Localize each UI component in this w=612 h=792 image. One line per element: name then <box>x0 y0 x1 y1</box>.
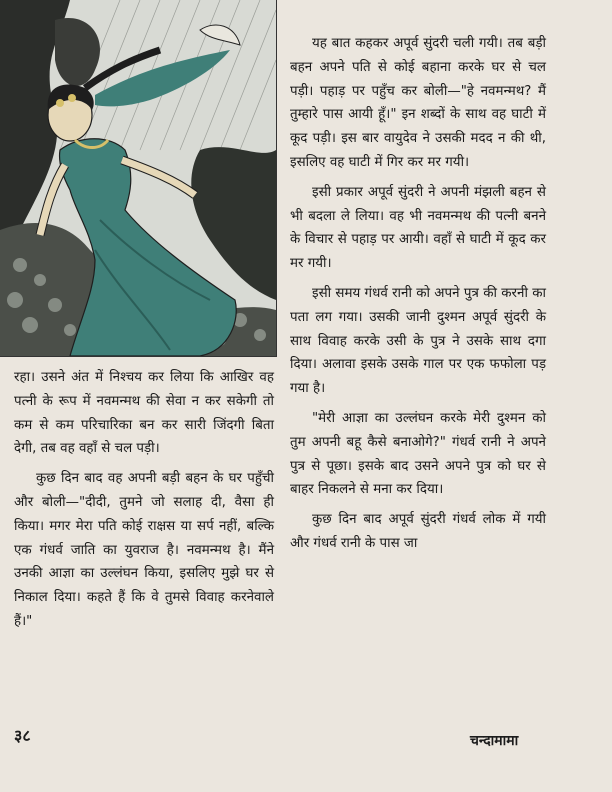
woman-leaping-cliff-illustration <box>0 0 276 356</box>
left-paragraph-1: रहा। उसने अंत में निश्चय कर लिया कि आखिर वह पत्नी के रूप में नवमन्मथ की सेवा न कर सकेगी तो कम से कम परिचारिका बन कर सारी जिंदगी बिता देगी, तब वह वहाँ से चल पड़ी। <box>14 370 274 457</box>
left-paragraph-2: कुछ दिन बाद वह अपनी बड़ी बहन के घर पहुँची और बोली—"दीदी, तुमने जो सलाह दी, वैसा ही किया। मगर मेरा पति कोई राक्षस या सर्प नहीं, बल्कि एक गंधर्व जाति का युवराज है। नवमन्मथ है। मैंने उनकी आज्ञा का उल्लंघन किया, इसलिए मुझे घर से निकाल दिया। कहते हैं कि वे तुमसे विवाह करनेवाले हैं।" <box>14 471 274 629</box>
right-paragraph-2: इसी प्रकार अपूर्व सुंदरी ने अपनी मंझली बहन से भी बदला ले लिया। वह भी नवमन्मथ की पत्नी बनने के विचार से पहाड़ पर आयी। वहाँ से घाटी में कूद कर मर गयी। <box>290 184 546 272</box>
right-paragraph-3: इसी समय गंधर्व रानी को अपने पुत्र की करनी का पता लग गया। उसकी जानी दुश्मन अपूर्व सुंदरी के साथ विवाह करके उसी के पुत्र ने उसके साथ दगा दिया। अलावा इसके उसके गाल पर एक फफोला पड़ गया है। <box>290 285 546 397</box>
right-text-column <box>290 32 546 562</box>
story-illustration <box>0 0 277 357</box>
page-number: ३८ <box>14 726 31 745</box>
right-paragraph-4: "मेरी आज्ञा का उल्लंघन करके मेरी दुश्मन को तुम अपनी बहू कैसे बनाओगे?" गंधर्व रानी ने अपने पुत्र से पूछा। इसके बाद उसने अपने पुत्र को घर से बाहर निकलने से मना कर दिया। <box>290 410 546 498</box>
right-paragraph-1: यह बात कहकर अपूर्व सुंदरी चली गयी। तब बड़ी बहन अपने पति से कोई बहाना करके घर से चल पड़ी। पहाड़ पर पहुँच कर बोली—"हे नवमन्मथ? मैं तुम्हारे पास आयी हूँ।" इन शब्दों के साथ वह घाटी में कूद पड़ी। इस बार वायुदेव ने उसकी मदद न की थी, इसलिए वह घाटी में गिर कर मर गयी। <box>290 36 546 170</box>
magazine-name: चन्दामामा <box>470 733 519 749</box>
left-text-column <box>14 366 274 640</box>
right-paragraph-5: कुछ दिन बाद अपूर्व सुंदरी गंधर्व लोक में गयी और गंधर्व रानी के पास जा <box>290 512 546 551</box>
